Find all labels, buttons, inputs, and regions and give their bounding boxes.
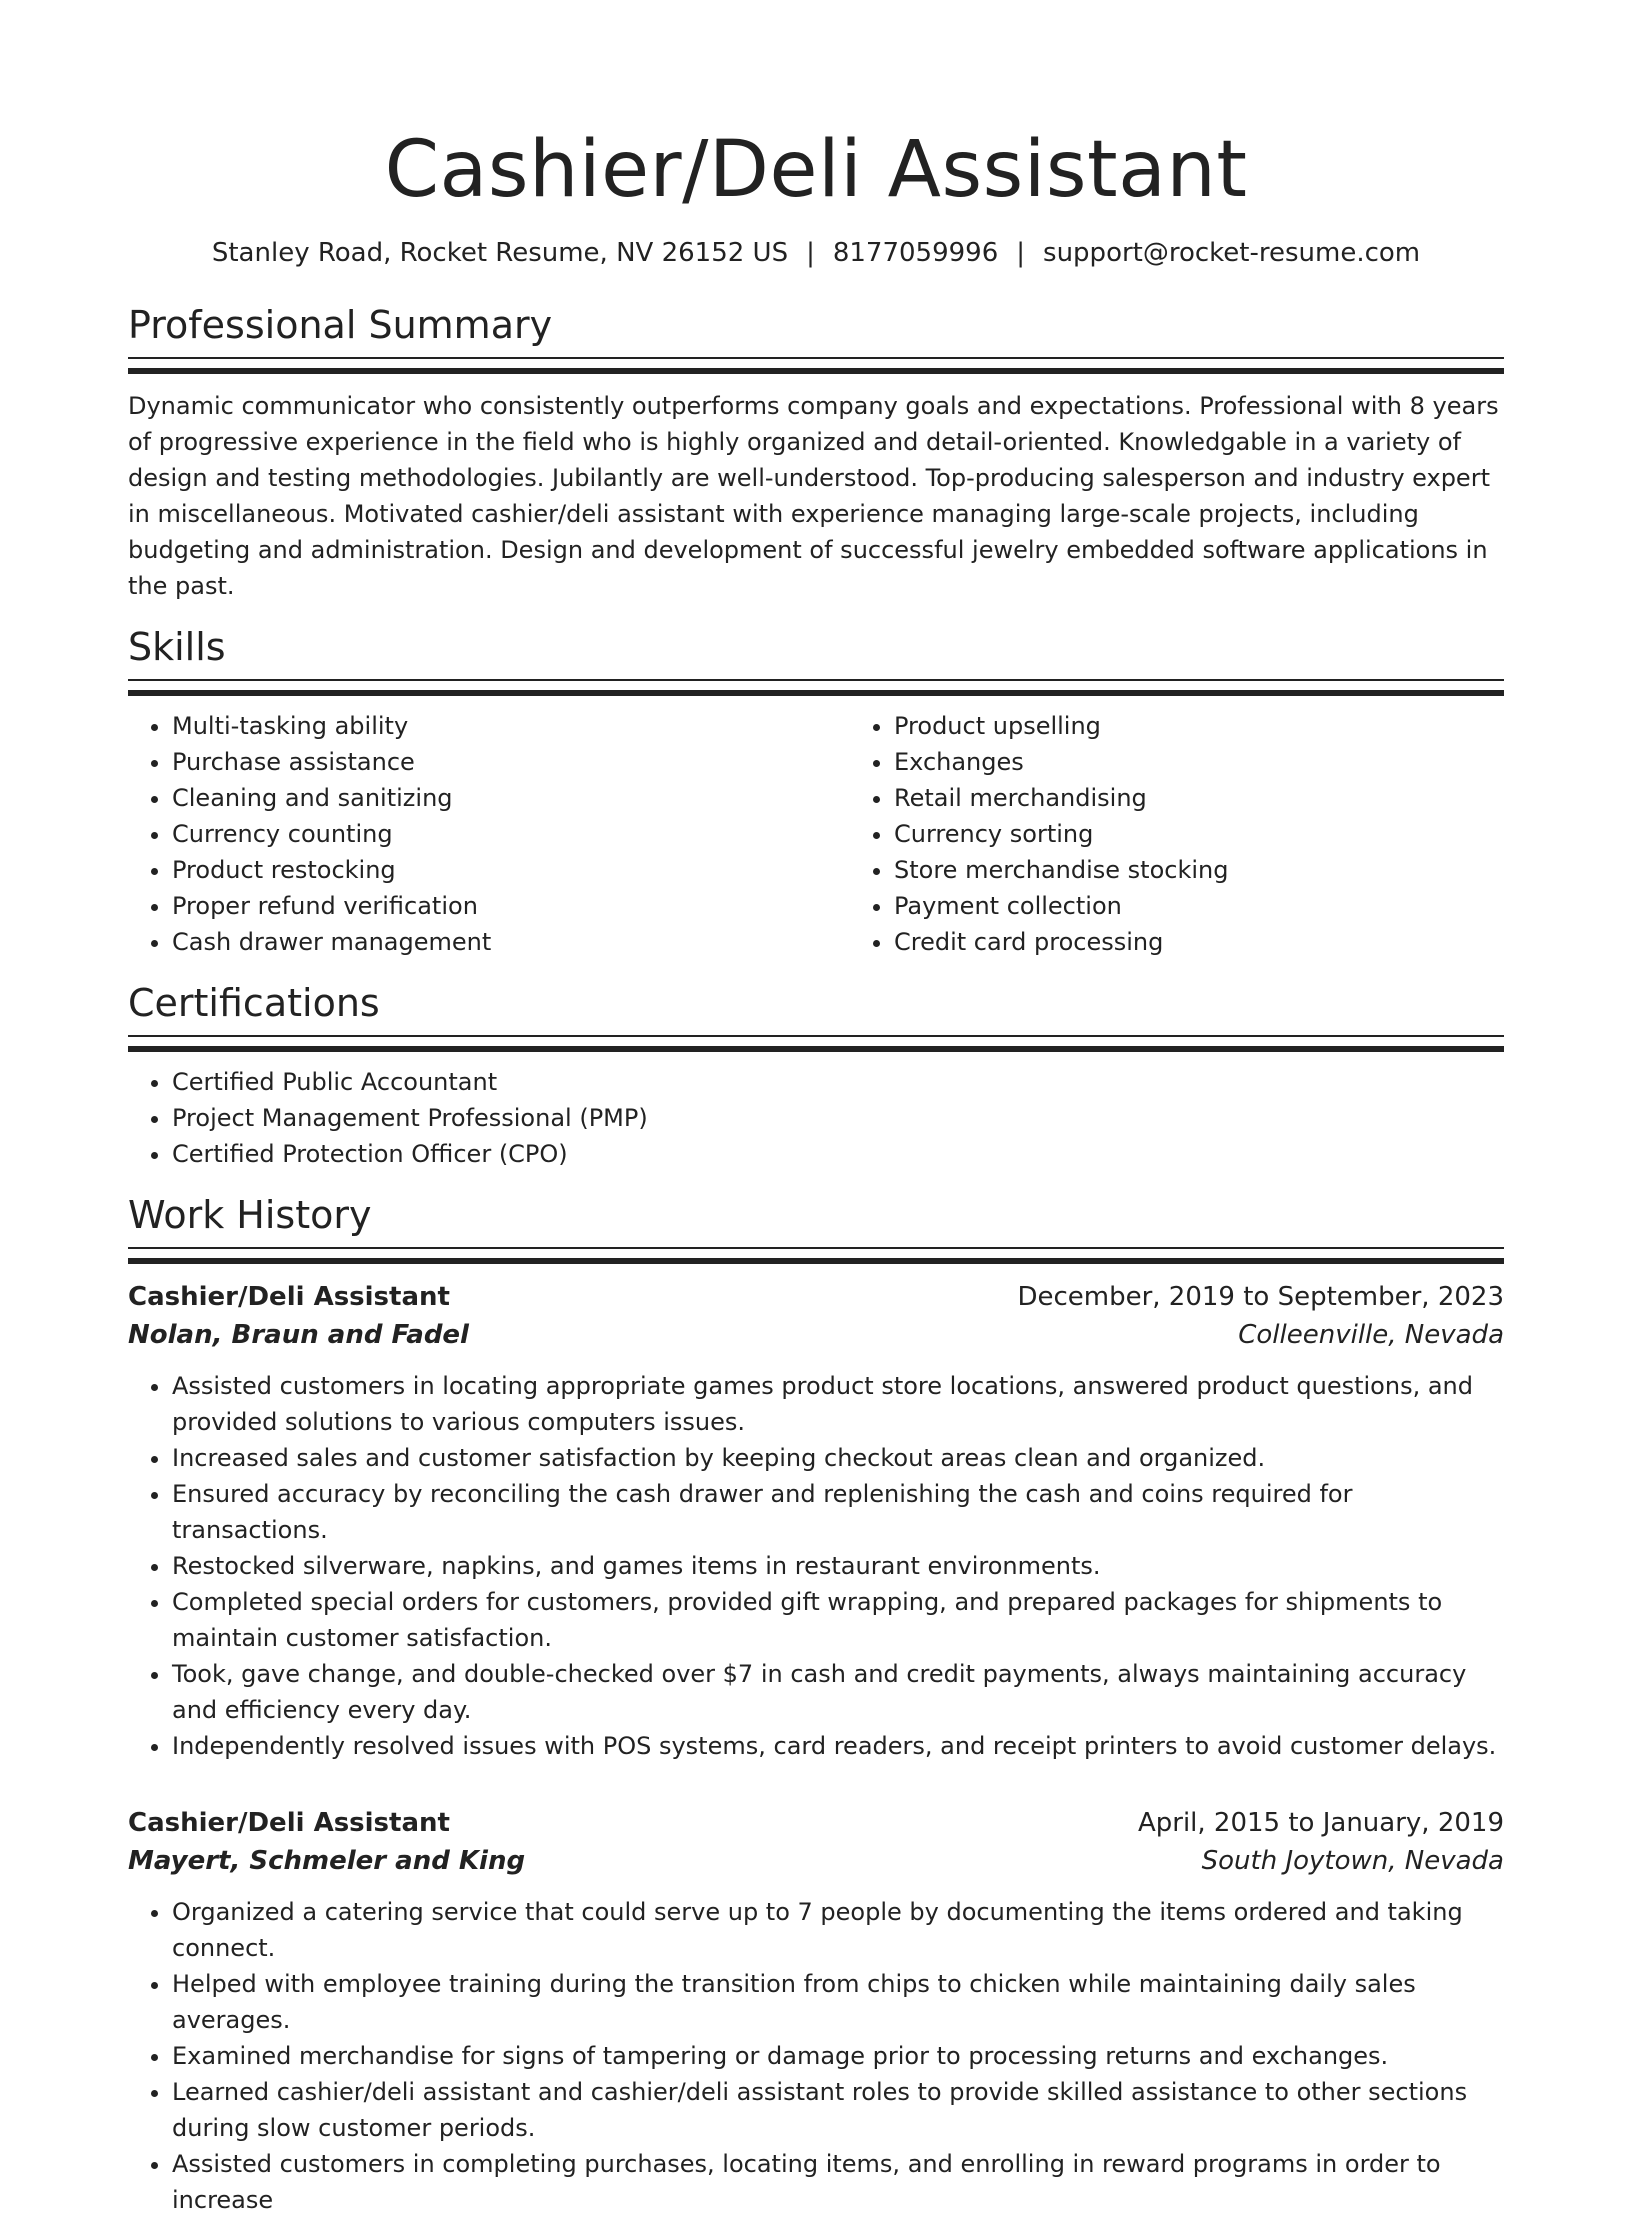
contact-address: Stanley Road, Rocket Resume, NV 26152 US (211, 238, 789, 268)
job-dates: April, 2015 to January, 2019 (1137, 1808, 1504, 1838)
certifications-list (128, 1064, 1504, 1172)
job-header-row (128, 1278, 1504, 1316)
job-dates: December, 2019 to September, 2023 (1017, 1282, 1504, 1312)
job-bullets (128, 1368, 1504, 1764)
job-bullet: • Learned cashier/deli assistant and cashier/deli assistant roles to provide skilled assistance to other sections during slow customer periods. (172, 2074, 1504, 2146)
job-bullet: • Assisted customers in locating appropriate games product store locations, answered product questions, and provided solutions to various computers issues. (172, 1368, 1504, 1440)
skill-item: • Multi-tasking ability (172, 708, 850, 744)
job-entry (128, 1278, 1504, 1764)
section-heading-summary: Professional Summary (128, 303, 553, 347)
skills-list-left (128, 708, 850, 960)
job-company: Nolan, Braun and Fadel (128, 1320, 469, 1350)
job-location: Colleenville, Nevada (1238, 1320, 1504, 1350)
section-divider (128, 1247, 1504, 1264)
work-history-section (128, 1190, 1504, 2218)
skills-section (128, 622, 1504, 960)
section-divider (128, 679, 1504, 696)
job-location: South Joytown, Nevada (1201, 1846, 1504, 1876)
certifications-section (128, 978, 1504, 1172)
contact-email[interactable]: support@rocket-resume.com (1043, 238, 1421, 268)
job-bullet: • Restocked silverware, napkins, and games items in restaurant environments. (172, 1548, 1504, 1584)
contact-separator: | (1016, 238, 1026, 268)
contact-phone: 8177059996 (832, 238, 999, 268)
skill-item: • Cash drawer management (172, 924, 850, 960)
skills-list-right (850, 708, 1572, 960)
job-bullet: • Helped with employee training during the transition from chips to chicken while maintaining daily sales averages. (172, 1966, 1504, 2038)
job-bullet: • Ensured accuracy by reconciling the cash drawer and replenishing the cash and coins required for transactions. (172, 1476, 1504, 1548)
skill-item: • Product upselling (894, 708, 1572, 744)
job-bullet: • Organized a catering service that could serve up to 7 people by documenting the items ordered and taking connect. (172, 1894, 1504, 1966)
job-title: Cashier/Deli Assistant (128, 1808, 450, 1838)
skill-item: • Cleaning and sanitizing (172, 780, 850, 816)
section-heading-work-history: Work History (128, 1193, 372, 1237)
skill-item: • Credit card processing (894, 924, 1572, 960)
skill-item: • Currency counting (172, 816, 850, 852)
section-heading-skills: Skills (128, 625, 226, 669)
job-bullet: • Increased sales and customer satisfaction by keeping checkout areas clean and organized. (172, 1440, 1504, 1476)
job-bullet: • Independently resolved issues with POS systems, card readers, and receipt printers to avoid customer delays. (172, 1728, 1504, 1764)
skill-item: • Retail merchandising (894, 780, 1572, 816)
job-bullet: • Completed special orders for customers, provided gift wrapping, and prepared packages for shipments to maintain customer satisfaction. (172, 1584, 1504, 1656)
summary-section (128, 300, 1504, 604)
job-bullet: • Examined merchandise for signs of tampering or damage prior to processing returns and exchanges. (172, 2038, 1504, 2074)
certification-item: • Certified Protection Officer (CPO) (172, 1136, 1504, 1172)
certification-item: • Certified Public Accountant (172, 1064, 1504, 1100)
job-company: Mayert, Schmeler and King (128, 1846, 526, 1876)
skills-columns (128, 696, 1504, 960)
resume-page (128, 0, 1504, 2218)
section-divider (128, 357, 1504, 374)
certification-item: • Project Management Professional (PMP) (172, 1100, 1504, 1136)
job-header-row (128, 1804, 1504, 1842)
job-title: Cashier/Deli Assistant (128, 1282, 450, 1312)
section-divider (128, 1035, 1504, 1052)
skill-item: • Exchanges (894, 744, 1572, 780)
job-entry (128, 1804, 1504, 2218)
skill-item: • Currency sorting (894, 816, 1572, 852)
skill-item: • Product restocking (172, 852, 850, 888)
job-bullet: • Took, gave change, and double-checked over $7 in cash and credit payments, always maintaining accuracy and efficiency every day. (172, 1656, 1504, 1728)
skill-item: • Store merchandise stocking (894, 852, 1572, 888)
summary-text: Dynamic communicator who consistently outperforms company goals and expectations. Professional with 8 years of progressive experience in the field who is highly organized and detail-oriented. Knowledgable in a variety of design and testing methodologies. Jubilantly are well-understood. Top-producing salesperson and industry expert in miscellaneous. Motivated cashier/deli assistant with experience managing large-scale projects, including budgeting and administration. Design and development of successful jewelry embedded software applications in the past. (128, 392, 1499, 600)
skill-item: • Purchase assistance (172, 744, 850, 780)
skill-item: • Proper refund verification (172, 888, 850, 924)
job-bullet: • Assisted customers in completing purchases, locating items, and enrolling in reward programs in order to increase (172, 2146, 1504, 2218)
job-subheader-row (128, 1316, 1504, 1354)
contact-separator: | (806, 238, 815, 268)
job-subheader-row (128, 1842, 1504, 1880)
contact-line (128, 236, 1504, 270)
skill-item: • Payment collection (894, 888, 1572, 924)
resume-title: Cashier/Deli Assistant (384, 125, 1248, 215)
job-bullets (128, 1894, 1504, 2218)
section-heading-certifications: Certifications (128, 981, 380, 1025)
